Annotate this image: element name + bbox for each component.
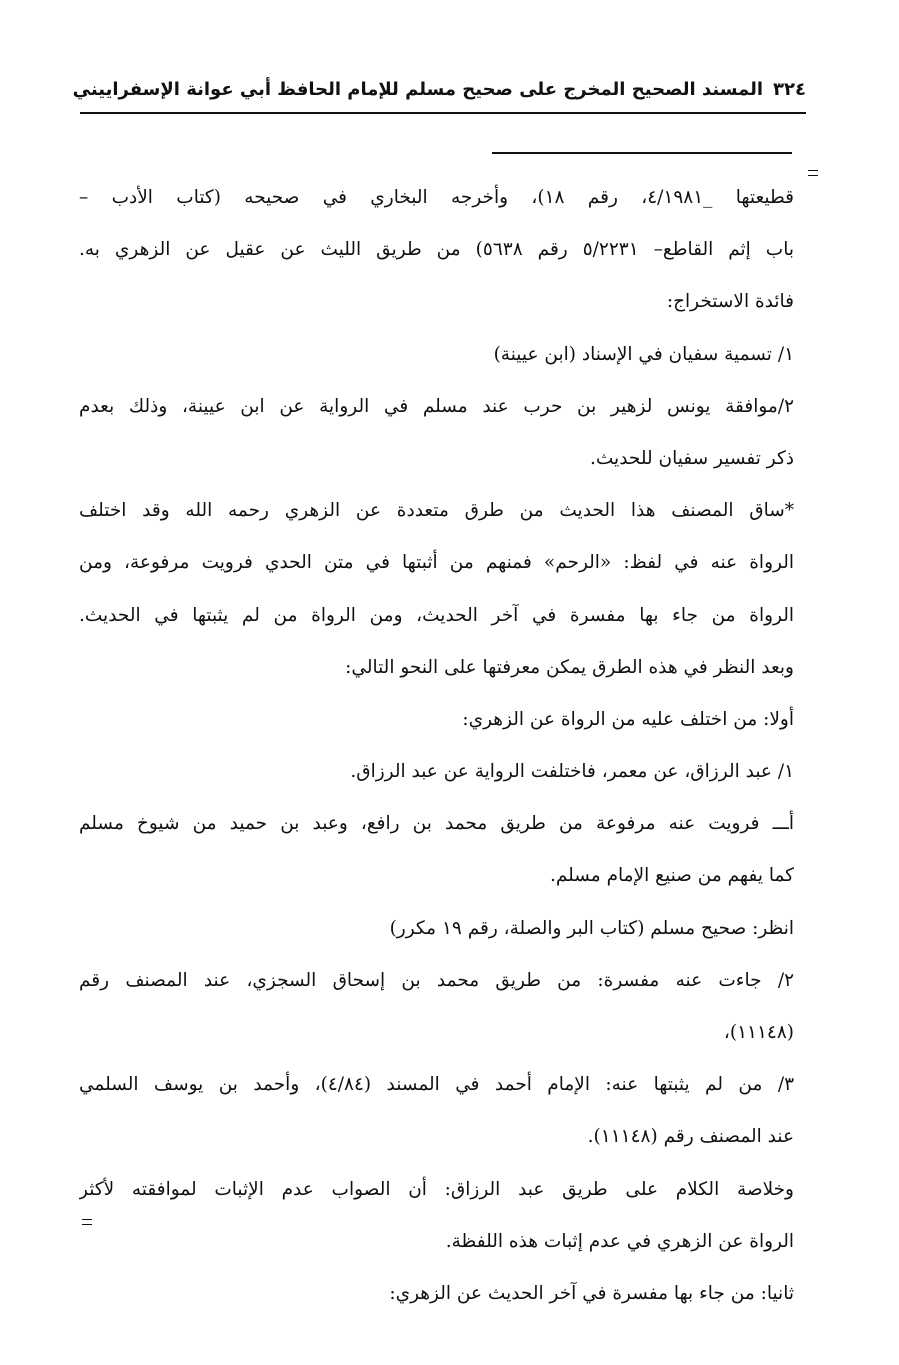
text-line: ٣/ من لم يثبتها عنه: الإمام أحمد في المسند (٤/٨٤)، وأحمد بن يوسف السلمي [79, 1074, 794, 1096]
text-line: أولا: من اختلف عليه من الرواة عن الزهري: [462, 708, 794, 730]
text-line: *ساق المصنف هذا الحديث من طرق متعددة عن الزهري رحمه الله وقد اختلف [79, 500, 794, 522]
footnote-text [79, 172, 794, 1320]
text-line: قطيعتها _٤/١٩٨١، رقم ١٨)، وأخرجه البخاري في صحيحه (كتاب الأدب – [79, 187, 794, 208]
header-rule [80, 112, 806, 114]
text-line: انظر: صحيح مسلم (كتاب البر والصلة، رقم ١٩ مكرر) [389, 917, 794, 939]
text-line: فائدة الاستخراج: [666, 291, 794, 313]
footnote-separator [492, 152, 792, 154]
book-title: المسند الصحيح المخرج على صحيح مسلم للإمام الحافظ أبي عوانة الإسفراييني [72, 78, 764, 100]
text-line: كما يفهم من صنيع الإمام مسلم. [549, 865, 794, 887]
text-line: وخلاصة الكلام على طريق عبد الرزاق: أن الصواب عدم الإثبات لموافقته لأكثر [79, 1178, 794, 1200]
text-line: باب إثم القاطع– ٥/٢٢٣١ رقم ٥٦٣٨) من طريق الليث عن عقيل عن الزهري به. [79, 239, 794, 261]
text-line: ذكر تفسير سفيان للحديث. [590, 447, 794, 469]
text-line: الرواة من جاء بها مفسرة في آخر الحديث، ومن الرواة من لم يثبتها في الحديث. [79, 604, 794, 626]
text-line: ١/ تسمية سفيان في الإسناد (ابن عيينة) [493, 343, 794, 365]
text-line: أـــ فرويت عنه مرفوعة من طريق محمد بن رافع، وعبد بن حميد من شيوخ مسلم [79, 813, 794, 835]
continuation-mark-bottom [82, 1219, 92, 1225]
text-line: الرواة عن الزهري في عدم إثبات هذه اللفظة. [445, 1230, 794, 1252]
text-line: عند المصنف رقم (١١١٤٨). [587, 1126, 794, 1148]
text-line: الرواة عنه في لفظ: «الرحم» فمنهم من أثبتها في متن الحدي فرويت مرفوعة، ومن [79, 552, 794, 574]
text-line: ثانيا: من جاء بها مفسرة في آخر الحديث عن الزهري: [389, 1282, 794, 1304]
continuation-mark-top [808, 170, 818, 176]
text-line: ١/ عبد الرزاق، عن معمر، فاختلفت الرواية عن عبد الرزاق. [350, 761, 794, 783]
text-line: (١١١٤٨)، [723, 1022, 794, 1043]
page-number: ٣٢٤ [773, 78, 806, 100]
text-line: ٢/ جاءت عنه مفسرة: من طريق محمد بن إسحاق السجزي، عند المصنف رقم [79, 969, 794, 991]
text-line: وبعد النظر في هذه الطرق يمكن معرفتها على النحو التالي: [345, 656, 794, 678]
running-header [72, 72, 806, 106]
text-line: ٢/موافقة يونس لزهير بن حرب عند مسلم في الرواية عن ابن عيينة، وذلك بعدم [79, 395, 794, 417]
